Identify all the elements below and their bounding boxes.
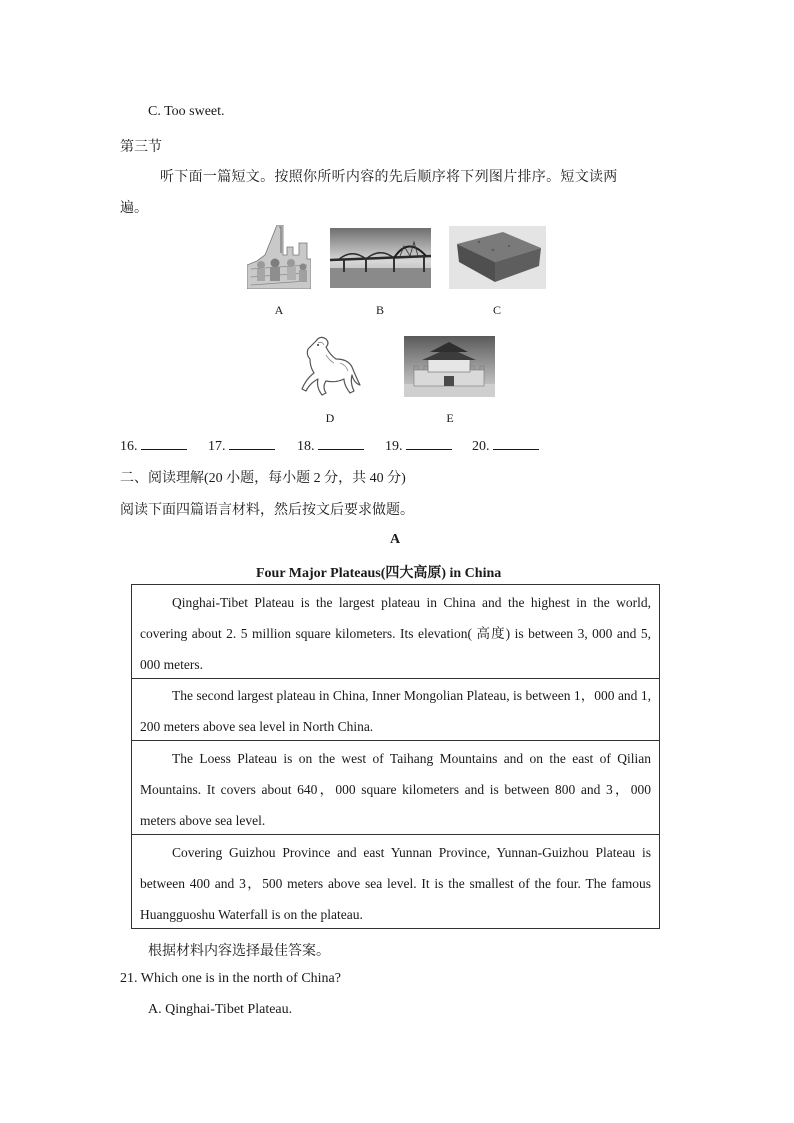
blank-line	[406, 437, 452, 450]
passage-letter: A	[390, 532, 401, 547]
table-cell-text: Qinghai-Tibet Plateau is the largest plateau in China and the highest in the world, covering about 2. 5 million square kilometers. Its elevation( 高度) is between 3, 000 and 5, 000 meters.	[140, 595, 651, 672]
plateau-table	[131, 584, 660, 929]
answer-blank-20[interactable]	[472, 437, 539, 455]
answer-blank-18[interactable]	[297, 437, 364, 455]
answer-number: 19.	[385, 439, 403, 454]
answer-number: 18.	[297, 439, 315, 454]
table-cell-text: The second largest plateau in China, Inner Mongolian Plateau, is between 1，000 and 1, 200 meters above sea level in North China.	[140, 688, 651, 734]
picture-c-brick	[449, 226, 546, 289]
blank-line	[318, 437, 364, 450]
table-cell-text: The Loess Plateau is on the west of Taihang Mountains and on the east of Qilian Mountains. It covers about 640，000 square kilometers and is between 800 and 3，000 meters above sea level.	[140, 751, 651, 828]
table-row-yunnan-guizhou	[132, 835, 659, 928]
picture-e-label: E	[446, 411, 454, 425]
answer-number: 16.	[120, 439, 138, 454]
task-instruction: 根据材料内容选择最佳答案。	[148, 943, 330, 959]
picture-c-label: C	[492, 303, 501, 317]
answer-blank-16[interactable]	[120, 437, 187, 455]
answer-blank-19[interactable]	[385, 437, 452, 455]
section-instruction-line2: 遍。	[120, 200, 148, 216]
answer-blank-17[interactable]	[208, 437, 275, 455]
blank-line	[229, 437, 275, 450]
table-row-inner-mongolian	[132, 679, 659, 741]
section-heading: 第三节	[120, 139, 162, 155]
blank-line	[493, 437, 539, 450]
picture-d-label: D	[325, 411, 335, 425]
passage-title: Four Major Plateaus(四大高原) in China	[256, 566, 502, 581]
answer-number: 17.	[208, 439, 226, 454]
previous-option-c: C. Too sweet.	[148, 104, 225, 119]
question-21-stem: 21. Which one is in the north of China?	[120, 971, 341, 986]
part-two-heading: 二、阅读理解(20 小题，每小题 2 分，共 40 分)	[120, 471, 406, 486]
picture-e-gate-tower	[404, 336, 495, 397]
picture-a-great-wall	[247, 225, 311, 289]
table-cell-text: Covering Guizhou Province and east Yunnan Province, Yunnan-Guizhou Plateau is between 400 and 3，500 meters above sea level. It is the smallest of the four. The famous Huangguoshu Waterfall is on the plateau.	[140, 845, 651, 922]
part-two-instruction: 阅读下面四篇语言材料，然后按文后要求做题。	[120, 502, 414, 518]
question-21-option-a[interactable]: A. Qinghai-Tibet Plateau.	[148, 1002, 293, 1017]
answer-number: 20.	[472, 439, 490, 454]
table-row-qinghai-tibet	[132, 585, 659, 679]
blank-line	[141, 437, 187, 450]
picture-b-bridge	[330, 228, 431, 288]
table-row-loess	[132, 741, 659, 835]
picture-b-label: B	[375, 303, 384, 317]
picture-a-label: A	[274, 303, 284, 317]
section-instruction-line1: 听下面一篇短文。按照你所听内容的先后顺序将下列图片排序。短文读两	[160, 169, 618, 185]
picture-d-horse	[296, 333, 364, 398]
